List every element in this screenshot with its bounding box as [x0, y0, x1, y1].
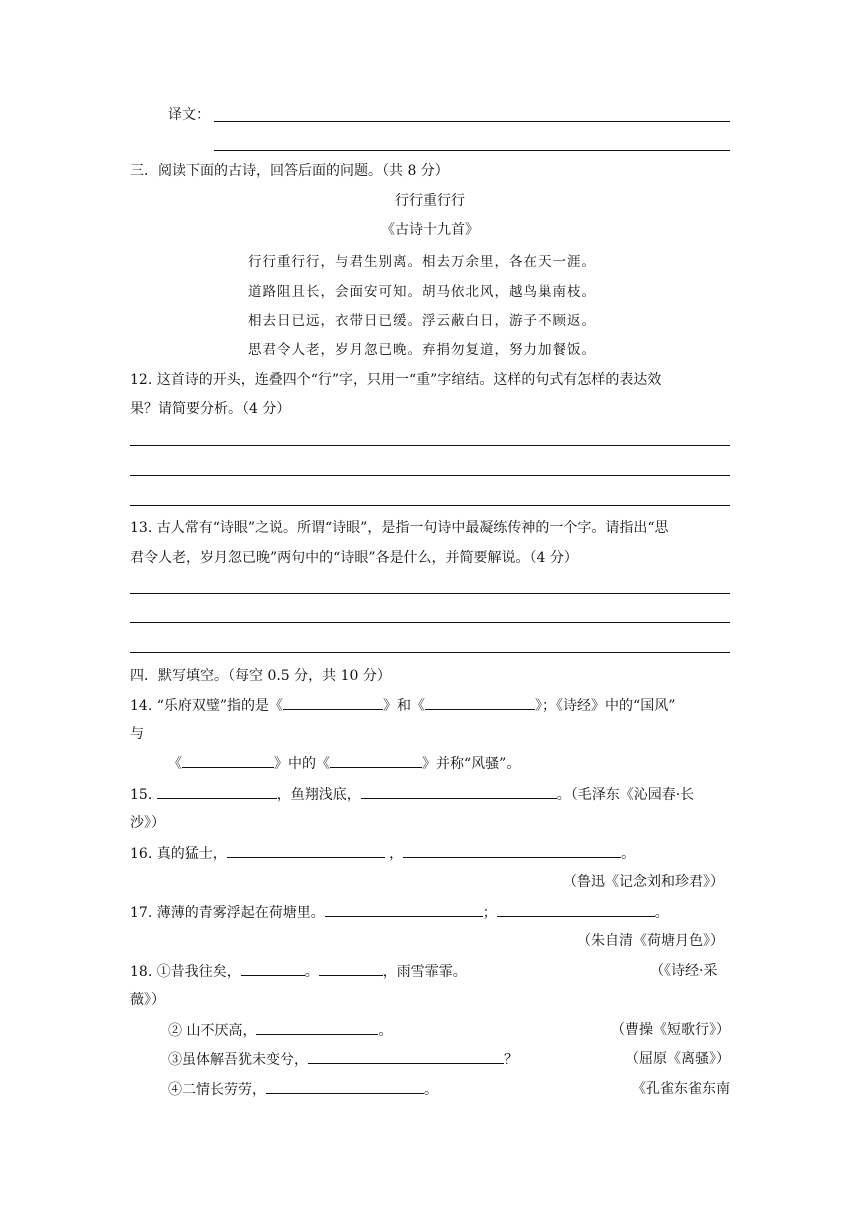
- fill-blank[interactable]: [308, 1049, 504, 1064]
- section-four-heading: 四．默写填空。（每空 0.5 分，共 10 分）: [130, 668, 391, 684]
- poem-line: 思君令人老，岁月忽已晚。弃捐勿复道，努力加餐饭。: [248, 342, 596, 358]
- fill-blank[interactable]: [497, 902, 655, 917]
- fill-blank[interactable]: [157, 784, 277, 799]
- question-12-line1: 12. 这首诗的开头，连叠四个“行”字，只用一“重”字绾结。这样的句式有怎样的表达效: [130, 372, 662, 388]
- answer-line[interactable]: [130, 622, 730, 623]
- question-18-item4-source: 《孔雀东雀东南: [632, 1081, 730, 1097]
- fill-blank[interactable]: [325, 902, 483, 917]
- question-14-line3: 《 》中的《 》并称“风骚”。: [168, 753, 520, 774]
- question-18-item2: ② 山不厌高， 。: [168, 1020, 392, 1041]
- question-13-line2: 君令人老，岁月忽已晚”两句中的“诗眼”各是什么，并简要解说。（4 分）: [130, 550, 578, 566]
- answer-line[interactable]: [130, 652, 730, 653]
- fill-blank[interactable]: [361, 784, 557, 799]
- poem-line: 道路阻且长，会面安可知。胡马依北风，越鸟巢南枝。: [248, 284, 596, 300]
- question-18-item3-source: （屈原《离骚》）: [625, 1051, 730, 1067]
- question-13-line1: 13. 古人常有“诗眼”之说。所谓“诗眼”，是指一句诗中最凝练传神的一个字。请指出“思: [130, 520, 669, 536]
- question-15-line1: 15. ，鱼翔浅底， 。（毛泽东《沁园春·长: [130, 784, 694, 805]
- question-12-line2: 果？请简要分析。（4 分）: [130, 401, 291, 417]
- fill-blank[interactable]: [256, 1020, 378, 1035]
- section-three-heading: 三．阅读下面的古诗，回答后面的问题。（共 8 分）: [130, 163, 449, 179]
- question-18-item2-source: （曹操《短歌行》）: [611, 1022, 730, 1038]
- poem-line: 相去日已远，衣带日已缓。浮云蔽白日，游子不顾返。: [248, 313, 596, 329]
- translation-label: 译文：: [168, 107, 210, 123]
- question-14-line2: 与: [130, 726, 144, 742]
- question-14-line1: 14. “乐府双璧”指的是《 》和《 》；《诗经》中的“国风”: [130, 695, 675, 716]
- answer-line[interactable]: [214, 121, 730, 122]
- poem-title: 行行重行行: [395, 193, 465, 209]
- question-18-item1: 18. ①昔我往矣， 。 ，雨雪霏霏。: [130, 961, 467, 982]
- question-17-line1: 17. 薄薄的青雾浮起在荷塘里。 ； 。: [130, 902, 669, 923]
- answer-line[interactable]: [130, 593, 730, 594]
- fill-blank[interactable]: [403, 843, 621, 858]
- question-18-item1-source-cont: 薇》）: [130, 992, 165, 1008]
- fill-blank[interactable]: [266, 1079, 424, 1094]
- question-16-line1: 16. 真的猛士， ， 。: [130, 843, 635, 864]
- poem-line: 行行重行行，与君生别离。相去万余里，各在天一涯。: [248, 254, 596, 270]
- fill-blank[interactable]: [283, 695, 383, 710]
- answer-line[interactable]: [130, 445, 730, 446]
- poem-source: 《古诗十九首》: [381, 222, 479, 238]
- question-15-line2: 沙》）: [130, 815, 165, 831]
- fill-blank[interactable]: [227, 843, 385, 858]
- fill-blank[interactable]: [241, 961, 305, 976]
- answer-line[interactable]: [130, 475, 730, 476]
- question-18-item3: ③虽体解吾犹未变兮， ？: [168, 1049, 518, 1070]
- question-18-item4: ④二情长劳劳， 。: [168, 1079, 438, 1100]
- question-16-source: （鲁迅《记念刘和珍君》）: [563, 874, 724, 890]
- fill-blank[interactable]: [425, 695, 535, 710]
- answer-line[interactable]: [214, 150, 730, 151]
- fill-blank[interactable]: [319, 961, 383, 976]
- answer-line[interactable]: [130, 505, 730, 506]
- question-18-item1-source: （《诗经·采: [650, 963, 718, 979]
- question-17-source: （朱自清《荷塘月色》）: [577, 933, 724, 949]
- fill-blank[interactable]: [182, 753, 274, 768]
- fill-blank[interactable]: [330, 753, 422, 768]
